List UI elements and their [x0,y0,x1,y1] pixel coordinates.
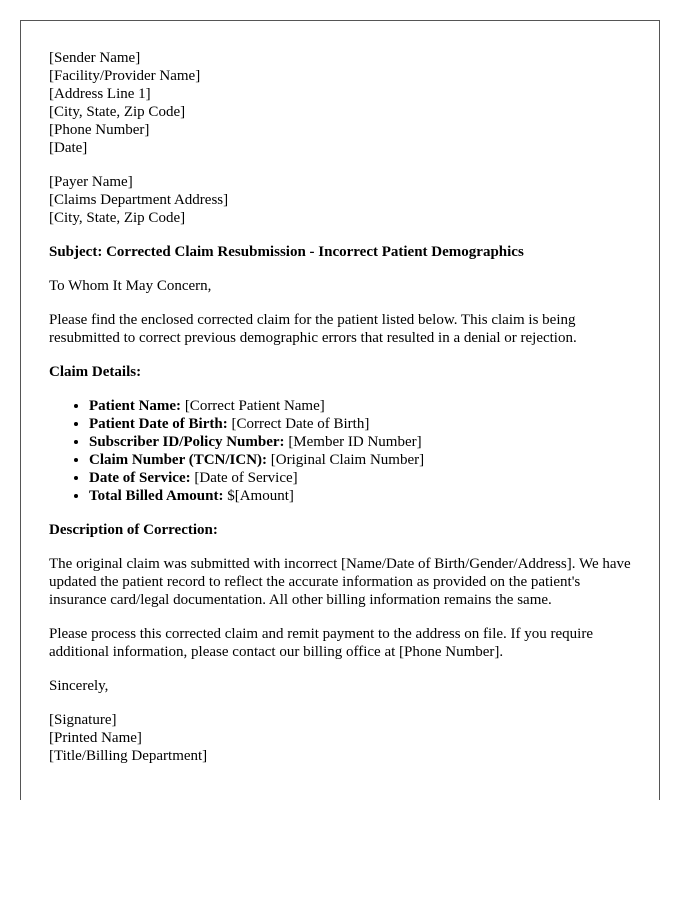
correction-heading: Description of Correction: [49,522,218,538]
correction-paragraph: The original claim was submitted with incorrect [Name/Date of Birth/Gender/Address]. We have updated the patient record to reflect the accurate information as provided on the patient's insurance card/legal documentation. All other billing information remains the same. [49,556,631,608]
claim-detail-item [89,469,631,487]
signer-title: [Title/Billing Department] [49,748,208,764]
sender-block [49,49,631,157]
salutation: To Whom It May Concern, [49,278,212,294]
sender-facility: [Facility/Provider Name] [49,68,201,84]
claim-detail-value: [Correct Date of Birth] [227,416,370,432]
closing-paragraph: Please process this corrected claim and remit payment to the address on file. If you require additional information, please contact our billing office at [Phone Number]. [49,626,593,660]
printed-name: [Printed Name] [49,730,142,746]
claim-detail-value: [Date of Service] [190,470,298,486]
claim-detail-item [89,397,631,415]
claim-detail-value: [Member ID Number] [284,434,422,450]
intro-paragraph: Please find the enclosed corrected claim for the patient listed below. This claim is being resubmitted to correct previous demographic errors that resulted in a denial or rejection. [49,312,577,346]
claims-department-address: [Claims Department Address] [49,192,229,208]
signature: [Signature] [49,712,117,728]
subject-line: Subject: Corrected Claim Resubmission - Incorrect Patient Demographics [49,244,524,260]
claim-detail-item [89,433,631,451]
claim-detail-label: Date of Service: [89,470,191,486]
claim-detail-label: Total Billed Amount: [89,488,224,504]
sender-city-state-zip: [City, State, Zip Code] [49,104,186,120]
claim-detail-value: $[Amount] [223,488,294,504]
signature-block [49,711,631,765]
claim-details-list [49,397,631,505]
sender-phone: [Phone Number] [49,122,150,138]
recipient-block [49,173,631,227]
claim-detail-item [89,487,631,505]
closing: Sincerely, [49,678,109,694]
claim-detail-value: [Original Claim Number] [267,452,425,468]
recipient-city-state-zip: [City, State, Zip Code] [49,210,186,226]
claim-detail-item [89,451,631,469]
letter-page [20,20,660,800]
claim-detail-label: Claim Number (TCN/ICN): [89,452,268,468]
claim-detail-value: [Correct Patient Name] [181,398,325,414]
payer-name: [Payer Name] [49,174,133,190]
letter-date: [Date] [49,140,88,156]
claim-detail-label: Subscriber ID/Policy Number: [89,434,285,450]
claim-detail-label: Patient Date of Birth: [89,416,228,432]
sender-address-line1: [Address Line 1] [49,86,151,102]
claim-details-heading: Claim Details: [49,364,142,380]
claim-detail-label: Patient Name: [89,398,182,414]
claim-detail-item [89,415,631,433]
sender-name: [Sender Name] [49,50,141,66]
